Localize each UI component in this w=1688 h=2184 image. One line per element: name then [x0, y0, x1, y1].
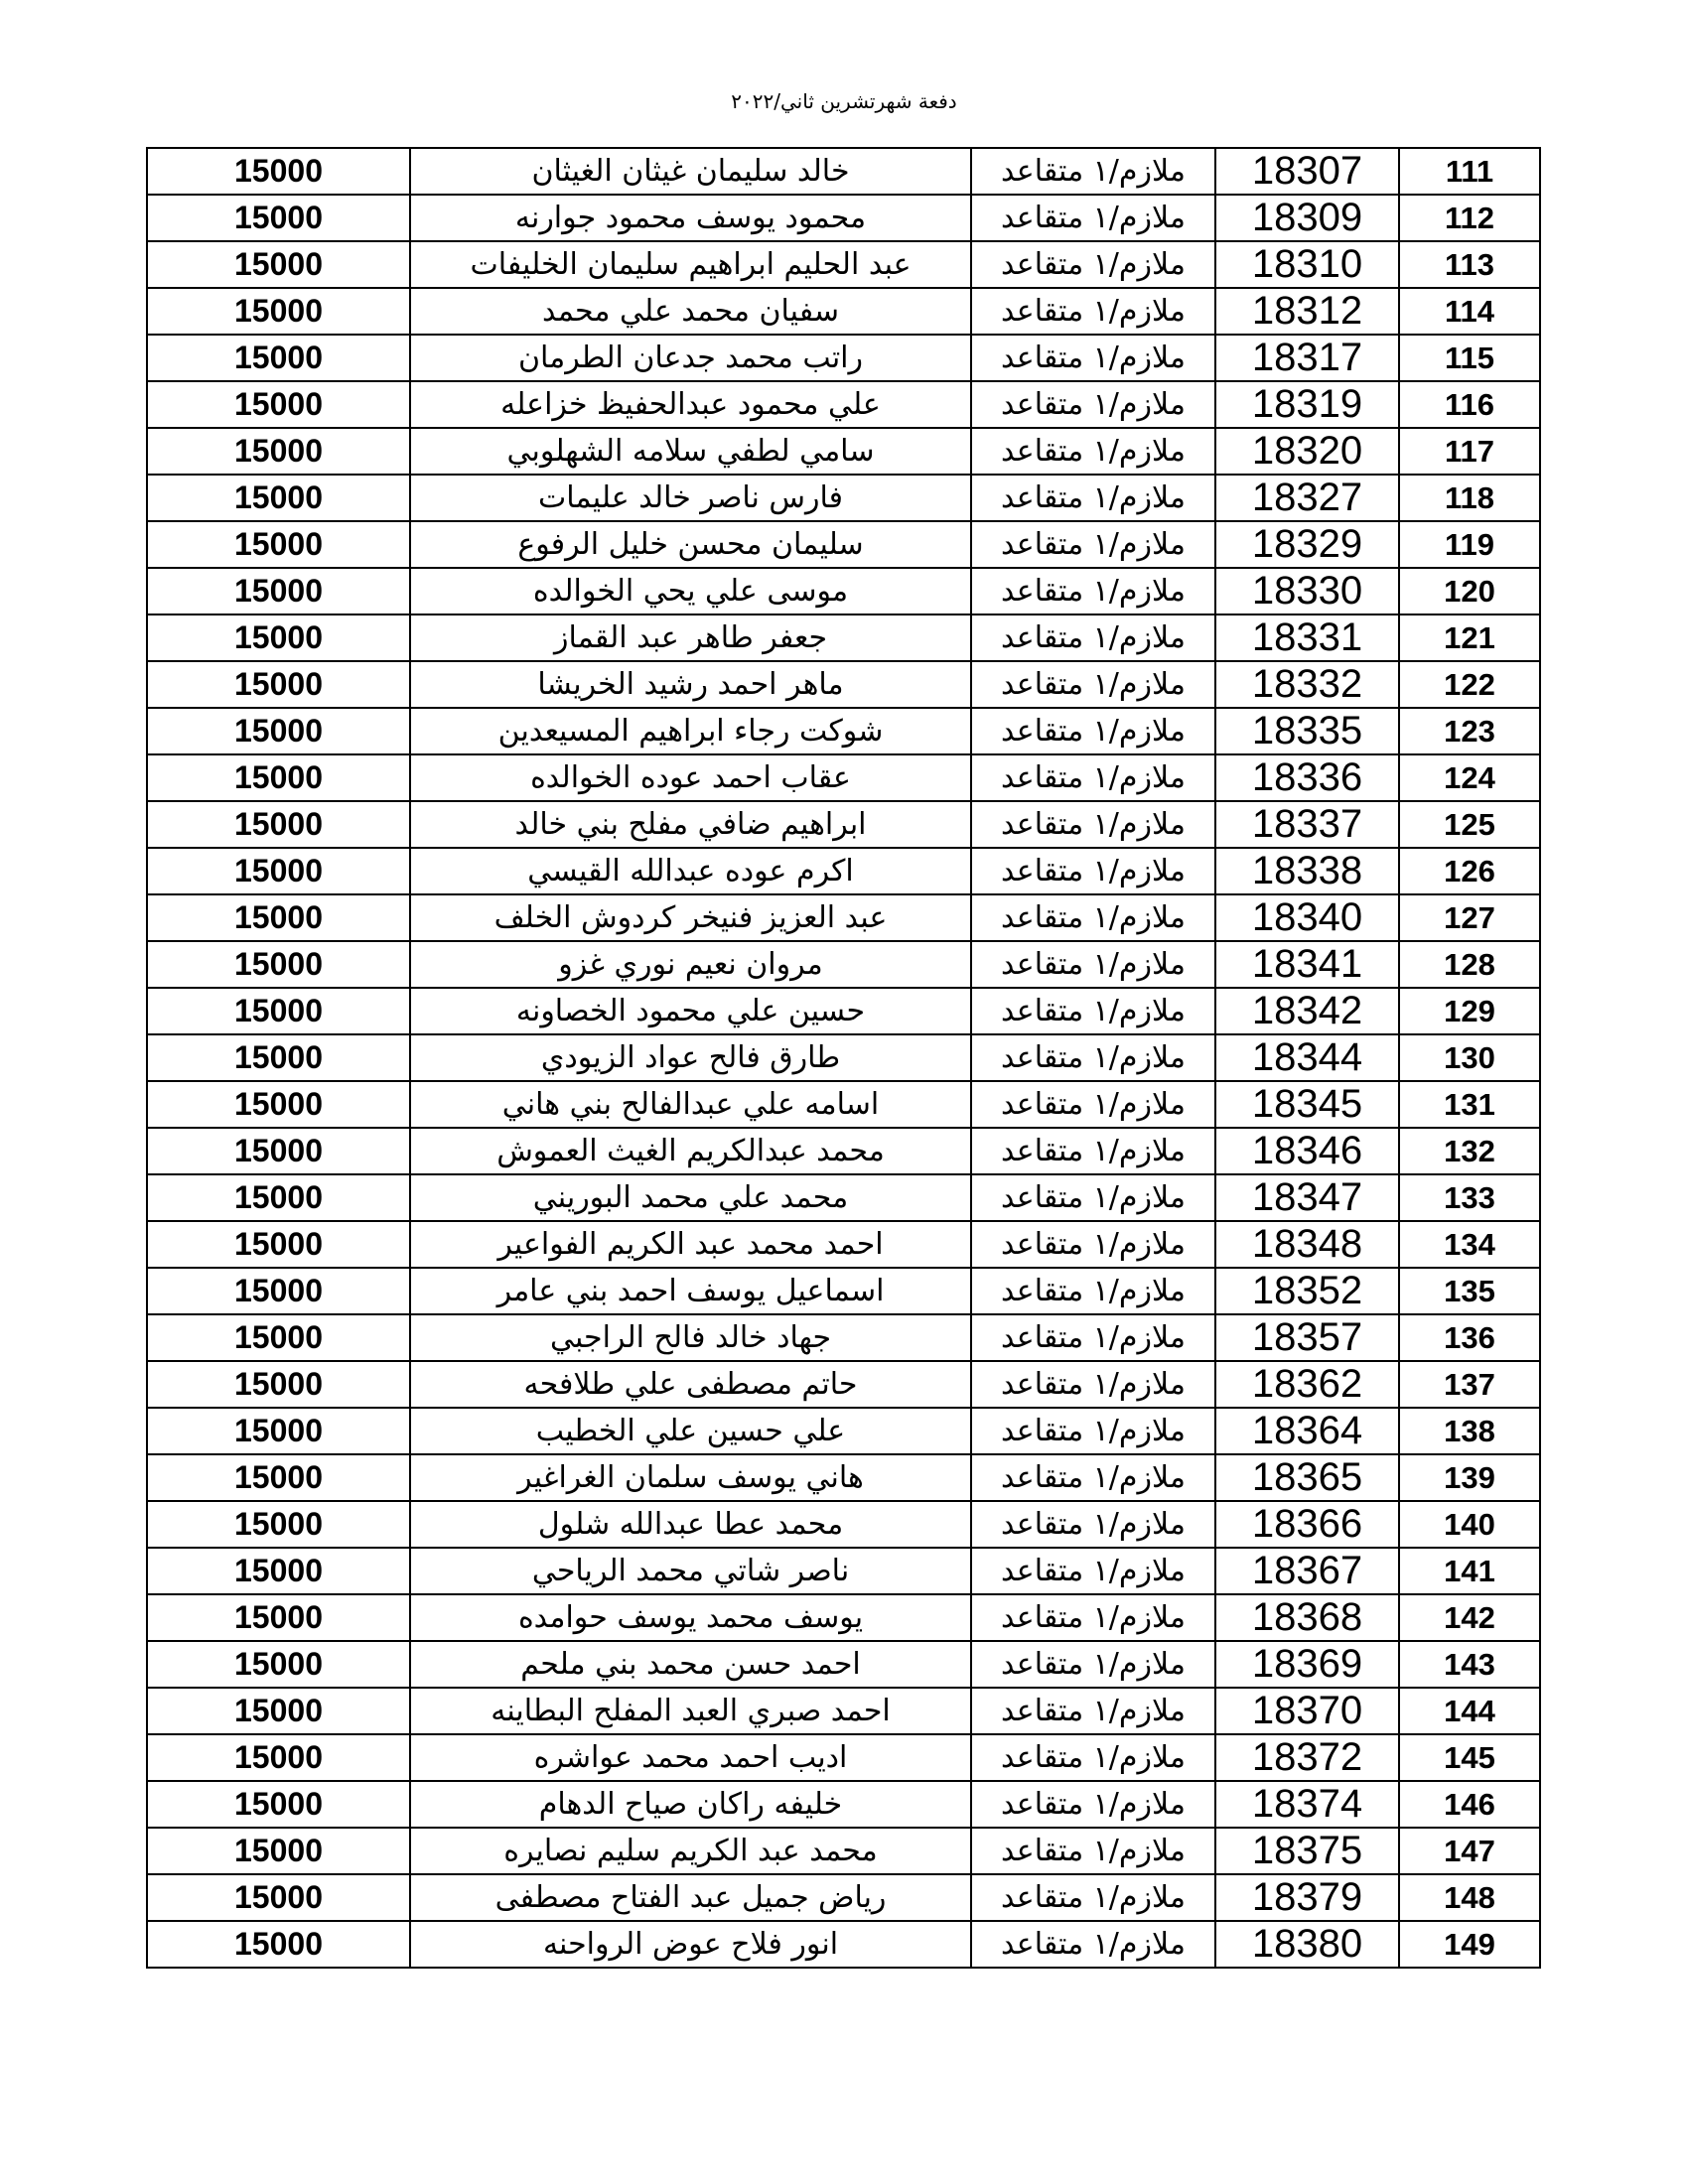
name-cell: احمد صبري العبد المفلح البطاينه [410, 1688, 971, 1734]
rank-cell: ملازم/١ متقاعد [971, 1408, 1215, 1454]
serial-number-cell: 142 [1399, 1594, 1540, 1641]
amount-cell: 15000 [147, 1128, 410, 1174]
rank-cell: ملازم/١ متقاعد [971, 661, 1215, 708]
serial-number-cell: 119 [1399, 521, 1540, 568]
table-row [147, 1548, 1540, 1594]
name-cell: انور فلاح عوض الرواحنه [410, 1921, 971, 1968]
rank-cell: ملازم/١ متقاعد [971, 754, 1215, 801]
rank-cell: ملازم/١ متقاعد [971, 1174, 1215, 1221]
military-number-cell: 18340 [1215, 894, 1399, 941]
amount-cell: 15000 [147, 614, 410, 661]
amount-cell: 15000 [147, 941, 410, 988]
table-row [147, 1408, 1540, 1454]
military-number-cell: 18365 [1215, 1454, 1399, 1501]
table-row [147, 1128, 1540, 1174]
name-cell: جعفر طاهر عبد القماز [410, 614, 971, 661]
amount-cell: 15000 [147, 708, 410, 754]
name-cell: علي محمود عبدالحفيظ خزاعله [410, 381, 971, 428]
military-number-cell: 18379 [1215, 1874, 1399, 1921]
name-cell: موسى علي يحي الخوالده [410, 568, 971, 614]
amount-cell: 15000 [147, 1408, 410, 1454]
rank-cell: ملازم/١ متقاعد [971, 1734, 1215, 1781]
military-number-cell: 18380 [1215, 1921, 1399, 1968]
serial-number-cell: 134 [1399, 1221, 1540, 1268]
amount-cell: 15000 [147, 1501, 410, 1548]
table-row [147, 521, 1540, 568]
serial-number-cell: 111 [1399, 148, 1540, 195]
name-cell: اسماعيل يوسف احمد بني عامر [410, 1268, 971, 1314]
rank-cell: ملازم/١ متقاعد [971, 1268, 1215, 1314]
name-cell: احمد حسن محمد بني ملحم [410, 1641, 971, 1688]
serial-number-cell: 133 [1399, 1174, 1540, 1221]
amount-cell: 15000 [147, 148, 410, 195]
serial-number-cell: 143 [1399, 1641, 1540, 1688]
name-cell: شوكت رجاء ابراهيم المسيعدين [410, 708, 971, 754]
serial-number-cell: 145 [1399, 1734, 1540, 1781]
amount-cell: 15000 [147, 335, 410, 381]
amount-cell: 15000 [147, 1874, 410, 1921]
serial-number-cell: 144 [1399, 1688, 1540, 1734]
table-row [147, 1734, 1540, 1781]
military-number-cell: 18320 [1215, 428, 1399, 475]
serial-number-cell: 124 [1399, 754, 1540, 801]
serial-number-cell: 117 [1399, 428, 1540, 475]
name-cell: محمد علي محمد البوريني [410, 1174, 971, 1221]
military-number-cell: 18362 [1215, 1361, 1399, 1408]
rank-cell: ملازم/١ متقاعد [971, 241, 1215, 288]
military-number-cell: 18357 [1215, 1314, 1399, 1361]
rank-cell: ملازم/١ متقاعد [971, 568, 1215, 614]
military-number-cell: 18368 [1215, 1594, 1399, 1641]
rank-cell: ملازم/١ متقاعد [971, 1128, 1215, 1174]
amount-cell: 15000 [147, 1688, 410, 1734]
amount-cell: 15000 [147, 1268, 410, 1314]
name-cell: مروان نعيم نوري غزو [410, 941, 971, 988]
name-cell: سفيان محمد علي محمد [410, 288, 971, 335]
amount-cell: 15000 [147, 801, 410, 848]
table-row [147, 1268, 1540, 1314]
serial-number-cell: 121 [1399, 614, 1540, 661]
name-cell: اكرم عوده عبدالله القيسي [410, 848, 971, 894]
table-row [147, 241, 1540, 288]
table-row [147, 1174, 1540, 1221]
military-number-cell: 18348 [1215, 1221, 1399, 1268]
serial-number-cell: 140 [1399, 1501, 1540, 1548]
rank-cell: ملازم/١ متقاعد [971, 1221, 1215, 1268]
name-cell: سامي لطفي سلامه الشهلوبي [410, 428, 971, 475]
military-number-cell: 18332 [1215, 661, 1399, 708]
name-cell: خالد سليمان غيثان الغيثان [410, 148, 971, 195]
rank-cell: ملازم/١ متقاعد [971, 941, 1215, 988]
name-cell: جهاد خالد فالح الراجبي [410, 1314, 971, 1361]
table-row [147, 1034, 1540, 1081]
name-cell: ناصر شاتي محمد الرياحي [410, 1548, 971, 1594]
table-row [147, 1454, 1540, 1501]
military-number-cell: 18374 [1215, 1781, 1399, 1828]
rank-cell: ملازم/١ متقاعد [971, 288, 1215, 335]
military-number-cell: 18317 [1215, 335, 1399, 381]
military-number-cell: 18312 [1215, 288, 1399, 335]
amount-cell: 15000 [147, 1828, 410, 1874]
name-cell: عقاب احمد عوده الخوالده [410, 754, 971, 801]
table-row [147, 1641, 1540, 1688]
military-number-cell: 18370 [1215, 1688, 1399, 1734]
table-row [147, 1921, 1540, 1968]
military-number-cell: 18347 [1215, 1174, 1399, 1221]
serial-number-cell: 118 [1399, 475, 1540, 521]
rank-cell: ملازم/١ متقاعد [971, 1921, 1215, 1968]
name-cell: علي حسين علي الخطيب [410, 1408, 971, 1454]
serial-number-cell: 113 [1399, 241, 1540, 288]
name-cell: محمد عبدالكريم الغيث العموش [410, 1128, 971, 1174]
name-cell: ماهر احمد رشيد الخريشا [410, 661, 971, 708]
military-number-cell: 18341 [1215, 941, 1399, 988]
serial-number-cell: 122 [1399, 661, 1540, 708]
rank-cell: ملازم/١ متقاعد [971, 894, 1215, 941]
amount-cell: 15000 [147, 988, 410, 1034]
table-row [147, 941, 1540, 988]
rank-cell: ملازم/١ متقاعد [971, 1874, 1215, 1921]
rank-cell: ملازم/١ متقاعد [971, 988, 1215, 1034]
serial-number-cell: 128 [1399, 941, 1540, 988]
military-number-cell: 18352 [1215, 1268, 1399, 1314]
rank-cell: ملازم/١ متقاعد [971, 335, 1215, 381]
amount-cell: 15000 [147, 288, 410, 335]
name-cell: هاني يوسف سلمان الغراغير [410, 1454, 971, 1501]
rank-cell: ملازم/١ متقاعد [971, 195, 1215, 241]
military-number-cell: 18330 [1215, 568, 1399, 614]
table-row [147, 1874, 1540, 1921]
serial-number-cell: 135 [1399, 1268, 1540, 1314]
table-row [147, 988, 1540, 1034]
serial-number-cell: 139 [1399, 1454, 1540, 1501]
payment-table [146, 147, 1541, 1969]
amount-cell: 15000 [147, 1314, 410, 1361]
table-row [147, 475, 1540, 521]
military-number-cell: 18375 [1215, 1828, 1399, 1874]
payment-table-body [147, 148, 1540, 1968]
rank-cell: ملازم/١ متقاعد [971, 848, 1215, 894]
military-number-cell: 18319 [1215, 381, 1399, 428]
table-row [147, 1361, 1540, 1408]
military-number-cell: 18329 [1215, 521, 1399, 568]
table-row [147, 848, 1540, 894]
serial-number-cell: 148 [1399, 1874, 1540, 1921]
serial-number-cell: 131 [1399, 1081, 1540, 1128]
name-cell: ابراهيم ضافي مفلح بني خالد [410, 801, 971, 848]
rank-cell: ملازم/١ متقاعد [971, 614, 1215, 661]
rank-cell: ملازم/١ متقاعد [971, 1781, 1215, 1828]
military-number-cell: 18366 [1215, 1501, 1399, 1548]
rank-cell: ملازم/١ متقاعد [971, 1081, 1215, 1128]
name-cell: محمد عطا عبدالله شلول [410, 1501, 971, 1548]
serial-number-cell: 132 [1399, 1128, 1540, 1174]
table-row [147, 288, 1540, 335]
military-number-cell: 18338 [1215, 848, 1399, 894]
serial-number-cell: 120 [1399, 568, 1540, 614]
serial-number-cell: 116 [1399, 381, 1540, 428]
table-row [147, 1828, 1540, 1874]
name-cell: سليمان محسن خليل الرفوع [410, 521, 971, 568]
table-row [147, 428, 1540, 475]
amount-cell: 15000 [147, 1034, 410, 1081]
rank-cell: ملازم/١ متقاعد [971, 708, 1215, 754]
amount-cell: 15000 [147, 1174, 410, 1221]
name-cell: راتب محمد جدعان الطرمان [410, 335, 971, 381]
serial-number-cell: 147 [1399, 1828, 1540, 1874]
name-cell: حاتم مصطفى علي طلافحه [410, 1361, 971, 1408]
name-cell: محمود يوسف محمود جوارنه [410, 195, 971, 241]
table-row [147, 195, 1540, 241]
rank-cell: ملازم/١ متقاعد [971, 1361, 1215, 1408]
serial-number-cell: 129 [1399, 988, 1540, 1034]
table-row [147, 335, 1540, 381]
military-number-cell: 18307 [1215, 148, 1399, 195]
amount-cell: 15000 [147, 1361, 410, 1408]
table-row [147, 1221, 1540, 1268]
military-number-cell: 18327 [1215, 475, 1399, 521]
serial-number-cell: 114 [1399, 288, 1540, 335]
military-number-cell: 18364 [1215, 1408, 1399, 1454]
military-number-cell: 18342 [1215, 988, 1399, 1034]
name-cell: اسامه علي عبدالفالح بني هاني [410, 1081, 971, 1128]
table-row [147, 1688, 1540, 1734]
serial-number-cell: 136 [1399, 1314, 1540, 1361]
amount-cell: 15000 [147, 661, 410, 708]
name-cell: احمد محمد عبد الكريم الفواعير [410, 1221, 971, 1268]
serial-number-cell: 115 [1399, 335, 1540, 381]
amount-cell: 15000 [147, 894, 410, 941]
table-row [147, 754, 1540, 801]
rank-cell: ملازم/١ متقاعد [971, 475, 1215, 521]
military-number-cell: 18331 [1215, 614, 1399, 661]
amount-cell: 15000 [147, 195, 410, 241]
amount-cell: 15000 [147, 381, 410, 428]
amount-cell: 15000 [147, 754, 410, 801]
table-row [147, 1314, 1540, 1361]
page-title: دفعة شهرتشرين ثاني/٢٠٢٢ [731, 89, 957, 113]
name-cell: فارس ناصر خالد عليمات [410, 475, 971, 521]
table-row [147, 894, 1540, 941]
rank-cell: ملازم/١ متقاعد [971, 1548, 1215, 1594]
amount-cell: 15000 [147, 428, 410, 475]
name-cell: يوسف محمد يوسف حوامده [410, 1594, 971, 1641]
serial-number-cell: 137 [1399, 1361, 1540, 1408]
rank-cell: ملازم/١ متقاعد [971, 1501, 1215, 1548]
serial-number-cell: 149 [1399, 1921, 1540, 1968]
military-number-cell: 18372 [1215, 1734, 1399, 1781]
table-row [147, 614, 1540, 661]
name-cell: رياض جميل عبد الفتاح مصطفى [410, 1874, 971, 1921]
table-row [147, 568, 1540, 614]
rank-cell: ملازم/١ متقاعد [971, 1454, 1215, 1501]
rank-cell: ملازم/١ متقاعد [971, 1688, 1215, 1734]
amount-cell: 15000 [147, 848, 410, 894]
table-row [147, 801, 1540, 848]
military-number-cell: 18369 [1215, 1641, 1399, 1688]
amount-cell: 15000 [147, 1454, 410, 1501]
name-cell: طارق فالح عواد الزيودي [410, 1034, 971, 1081]
amount-cell: 15000 [147, 521, 410, 568]
amount-cell: 15000 [147, 1781, 410, 1828]
table-row [147, 1081, 1540, 1128]
military-number-cell: 18337 [1215, 801, 1399, 848]
rank-cell: ملازم/١ متقاعد [971, 521, 1215, 568]
amount-cell: 15000 [147, 241, 410, 288]
amount-cell: 15000 [147, 1734, 410, 1781]
serial-number-cell: 146 [1399, 1781, 1540, 1828]
military-number-cell: 18345 [1215, 1081, 1399, 1128]
table-row [147, 708, 1540, 754]
military-number-cell: 18336 [1215, 754, 1399, 801]
military-number-cell: 18367 [1215, 1548, 1399, 1594]
serial-number-cell: 126 [1399, 848, 1540, 894]
rank-cell: ملازم/١ متقاعد [971, 1641, 1215, 1688]
amount-cell: 15000 [147, 1594, 410, 1641]
table-row [147, 1501, 1540, 1548]
rank-cell: ملازم/١ متقاعد [971, 148, 1215, 195]
name-cell: خليفه راكان صياح الدهام [410, 1781, 971, 1828]
amount-cell: 15000 [147, 1081, 410, 1128]
table-row [147, 381, 1540, 428]
amount-cell: 15000 [147, 1641, 410, 1688]
military-number-cell: 18346 [1215, 1128, 1399, 1174]
military-number-cell: 18344 [1215, 1034, 1399, 1081]
rank-cell: ملازم/١ متقاعد [971, 1034, 1215, 1081]
military-number-cell: 18309 [1215, 195, 1399, 241]
serial-number-cell: 141 [1399, 1548, 1540, 1594]
amount-cell: 15000 [147, 1921, 410, 1968]
table-row [147, 1781, 1540, 1828]
serial-number-cell: 127 [1399, 894, 1540, 941]
serial-number-cell: 112 [1399, 195, 1540, 241]
rank-cell: ملازم/١ متقاعد [971, 428, 1215, 475]
name-cell: عبد العزيز فنيخر كردوش الخلف [410, 894, 971, 941]
table-row [147, 148, 1540, 195]
amount-cell: 15000 [147, 475, 410, 521]
name-cell: حسين علي محمود الخصاونه [410, 988, 971, 1034]
rank-cell: ملازم/١ متقاعد [971, 1828, 1215, 1874]
amount-cell: 15000 [147, 1548, 410, 1594]
rank-cell: ملازم/١ متقاعد [971, 801, 1215, 848]
serial-number-cell: 130 [1399, 1034, 1540, 1081]
name-cell: محمد عبد الكريم سليم نصايره [410, 1828, 971, 1874]
name-cell: عبد الحليم ابراهيم سليمان الخليفات [410, 241, 971, 288]
military-number-cell: 18310 [1215, 241, 1399, 288]
serial-number-cell: 123 [1399, 708, 1540, 754]
military-number-cell: 18335 [1215, 708, 1399, 754]
table-row [147, 1594, 1540, 1641]
serial-number-cell: 125 [1399, 801, 1540, 848]
serial-number-cell: 138 [1399, 1408, 1540, 1454]
rank-cell: ملازم/١ متقاعد [971, 1314, 1215, 1361]
rank-cell: ملازم/١ متقاعد [971, 1594, 1215, 1641]
rank-cell: ملازم/١ متقاعد [971, 381, 1215, 428]
amount-cell: 15000 [147, 1221, 410, 1268]
name-cell: اديب احمد محمد عواشره [410, 1734, 971, 1781]
table-row [147, 661, 1540, 708]
amount-cell: 15000 [147, 568, 410, 614]
